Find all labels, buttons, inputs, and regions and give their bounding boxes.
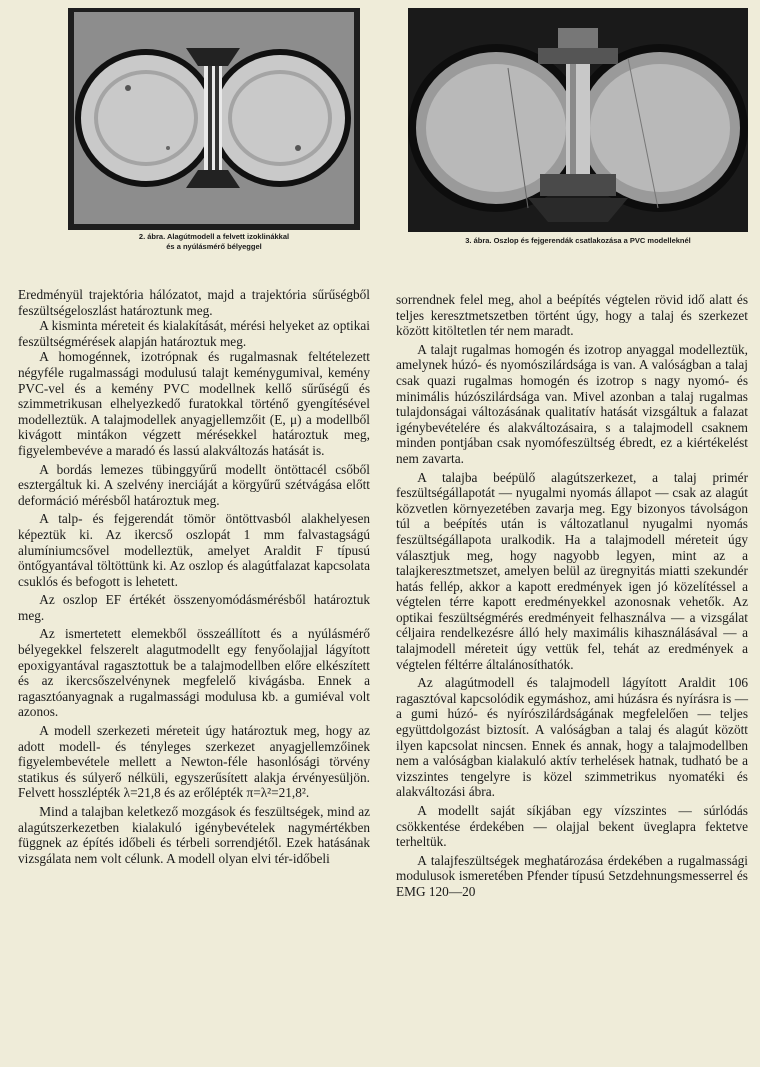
column-beam-connection-photo	[408, 8, 748, 232]
figure-2-caption	[68, 232, 360, 252]
paragraph: Az alagútmodell és talajmodell lágyított Araldit 106 ragasztóval kapcsolódik egymáshoz, ami húzásra és nyírásra is — a gumi húzó- és nyírószilárdságának megfelelően — teljes együttdolgozást biztosít. A valóságban a talaj és alagút között ilyen kapcsolat nincsen. Ennek és annak, hogy a talajmodellben nem a valóságban kialakuló aktív terhelések hatnak, tudható be a vizszintes tengelyre is közel szimmetrikus nyomatéki és alakváltozási ábra.	[396, 675, 748, 800]
figure-2-caption-line-2: és a nyúlásmérő bélyeggel	[166, 242, 262, 251]
left-text-column	[18, 287, 370, 866]
right-text-column	[396, 292, 748, 900]
paragraph: A modell szerkezeti méreteit úgy határoztuk meg, hogy az adott modell- és tényleges szerkezet anyagjellemzőinek figyelembevétele mellett a Newton-féle hasonlósági törvény statikus és súlyerő nélküli, egyszerűsített alakja érvényesüljön. Felvett hosszlépték λ=21,8 és az erőlépték π=λ²=21,8².	[18, 723, 370, 801]
figure-2-caption-line-1: 2. ábra. Alagútmodell a felvett izoklinákkal	[138, 232, 290, 241]
figure-3-caption: 3. ábra. Oszlop és fejgerendák csatlakozása a PVC modelleknél	[465, 236, 691, 245]
paragraph: A kisminta méreteit és kialakítását, mérési helyeket az optikai feszültségmérések alapján határoztuk meg.	[18, 318, 370, 349]
paragraph: Az ismertetett elemekből összeállított és a nyúlásmérő bélyegekkel felszerelt alagutmodellt egy fenyőolajjal lágyított epoxigyantával ragasztottuk be a talajmodellben előre elkészített és az ikercsőszelvénynek megfelelő kivágásba. Ennek a ragasztóanyagnak a rugalmassági modulusa kb. a gumiéval volt azonos.	[18, 626, 370, 720]
paragraph: Eredményül trajektória hálózatot, majd a trajektória sűrűségből feszültségeloszlást határoztunk meg.	[18, 287, 370, 318]
paragraph: Az oszlop EF értékét összenyomódásmérésből határoztuk meg.	[18, 592, 370, 623]
paragraph: A talajt rugalmas homogén és izotrop anyaggal modelleztük, amelynek húzó- és nyomószilárdsága is van. A valóságban a talaj csak quazi rugalmas homogén és izotrop s nagy nyomó- és minimális húzószilárdsága van. Mivel azonban a talaj rugalmas tulajdonságai változásának qualitatív hatását vizsgáltuk a falazat igénybevételére és alakváltozásaira, s a talajmodell csaknem minden pontjában csak nyomófeszültség ébredt, ez a kiértékelést nem zavarta.	[396, 341, 748, 466]
figure-3-photo	[408, 8, 748, 232]
paragraph: A homogénnek, izotrópnak és rugalmasnak feltételezett négyféle rugalmassági modulusú talajt keménygumival, kemény PVC-vel és a kemény PVC modellnek kellő sűrűségű és szimmetrikusan elhelyezkedő furatokkal történő gyengítésével modelleztük. A talajmodellek anyagjellemzőit (E, μ) a modellből kivágott mintákon végzett mérésekkel határoztuk meg, figyelembevéve a maradó és lassú alakváltozás hatását is.	[18, 349, 370, 458]
paragraph: A bordás lemezes tübinggyűrű modellt öntöttacél csőből esztergáltuk ki. A szelvény inerciáját a körgyűrű szétvágása előtt deformáció mérésből határoztuk meg.	[18, 461, 370, 508]
paragraph: A modellt saját síkjában egy vízszintes — súrlódás csökkentése érdekében — olajjal bekent üveglapra fektetve terheltük.	[396, 803, 748, 850]
paragraph: sorrendnek felel meg, ahol a beépítés végtelen rövid idő alatt és teljes keresztmetszetben történt úgy, hogy a talaj és szerkezet között kitöltetlen tér nem maradt.	[396, 292, 748, 339]
figure-2-photo	[68, 8, 360, 230]
paragraph: A talp- és fejgerendát tömör öntöttvasból alakhelyesen képeztük ki. Az ikercső oszlopát 1 mm falvastagságú alumíniumcsővel modelleztük, amelyet Araldit F típusú öntőgyantával töltöttünk ki. Az oszlop és alagútfalazat kapcsolata csuklós és befogott is lehetett.	[18, 511, 370, 589]
paragraph: A talajfeszültségek meghatározása érdekében a rugalmassági modulusok ismeretében Pfender típusú Setzdehnungsmesserrel és EMG 120—20	[396, 852, 748, 899]
paragraph: A talajba beépülő alagútszerkezet, a talaj primér feszültségállapotát — nyugalmi nyomás állapot — csak az alagút közvetlen környezetében zavarja meg. Egy bizonyos távolságon túl a beépítés után is változatlanul nyugalmi nyomás feszültségállapota uralkodik. Ha a talajmodell méreteit úgy választjuk meg, hogy nagyobb legyen, mint az a talajkeresztmetszet, amelyen belül az üregnyitás miatti szekundér hatás fellép, akkor a kapott eredmények igen jó közelítéssel a végtelen térre kapott eredményekkel azonosnak vehetők. Az optikai feszültségmérés eredményeit felhasználva — a vizsgálat céljaira rendelkezésre álló hely maximális kihasználásával — a talajmodell méreteit úgy vettük fel, tehát az eredmények a végtelen féltérre általánosíthatók.	[396, 469, 748, 672]
tunnel-model-isoclinic-photo	[68, 8, 360, 230]
paragraph: Mind a talajban keletkező mozgások és feszültségek, mind az alagútszerkezetben kialakuló igénybevételek nagymértékben függnek az építés időbeli és térbeli sorrendjétől. Ezek hatásának vizsgálata nem volt célunk. A modell olyan elvi tér-időbeli	[18, 804, 370, 866]
